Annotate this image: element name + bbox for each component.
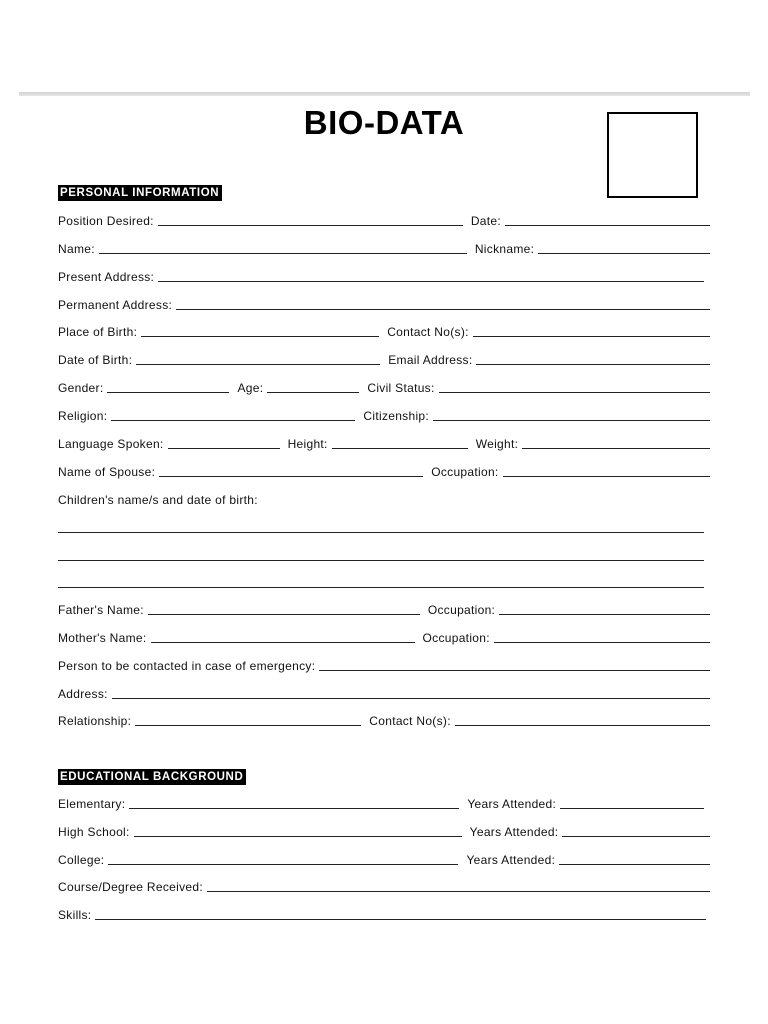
occupation-mother-label: Occupation: <box>422 631 490 645</box>
high-school-years-label: Years Attended: <box>469 825 559 839</box>
document-title: BIO-DATA <box>303 104 465 141</box>
email-address-field[interactable] <box>476 364 710 365</box>
permanent-address-field[interactable] <box>176 309 710 310</box>
mothers-name-label: Mother's Name: <box>58 631 147 645</box>
row-elementary <box>58 796 706 812</box>
college-label: College: <box>58 853 105 867</box>
language-spoken-label: Language Spoken: <box>58 437 164 451</box>
present-address-label: Present Address: <box>58 270 155 284</box>
children-line-3[interactable] <box>58 587 704 588</box>
date-of-birth-label: Date of Birth: <box>58 353 133 367</box>
course-degree-label: Course/Degree Received: <box>58 880 203 894</box>
gender-label: Gender: <box>58 381 104 395</box>
row-permanent-address <box>58 297 712 313</box>
age-field[interactable] <box>267 392 359 393</box>
place-of-birth-label: Place of Birth: <box>58 325 138 339</box>
college-years-field[interactable] <box>559 864 710 865</box>
row-birthplace-contact <box>58 324 712 340</box>
fathers-name-field[interactable] <box>148 614 420 615</box>
name-label: Name: <box>58 242 95 256</box>
row-children <box>58 492 712 508</box>
row-emergency-contact <box>58 658 712 674</box>
gender-field[interactable] <box>107 392 229 393</box>
name-field[interactable] <box>99 253 467 254</box>
fathers-name-label: Father's Name: <box>58 603 144 617</box>
name-of-spouse-label: Name of Spouse: <box>58 465 156 479</box>
contact-no-field[interactable] <box>473 336 710 337</box>
row-course-degree <box>58 879 712 895</box>
religion-field[interactable] <box>111 420 355 421</box>
elementary-years-field[interactable] <box>560 808 704 809</box>
children-line-2[interactable] <box>58 560 704 561</box>
language-spoken-field[interactable] <box>168 448 280 449</box>
occupation-father-label: Occupation: <box>427 603 496 617</box>
contact-no-label: Contact No(s): <box>387 325 469 339</box>
college-years-label: Years Attended: <box>466 853 556 867</box>
weight-label: Weight: <box>475 437 519 451</box>
section-header-education: EDUCATIONAL BACKGROUND <box>58 769 246 785</box>
relationship-field[interactable] <box>135 725 361 726</box>
photo-box[interactable] <box>607 112 698 198</box>
row-language-height-weight <box>58 436 712 452</box>
citizenship-field[interactable] <box>433 420 710 421</box>
name-of-spouse-field[interactable] <box>159 476 423 477</box>
row-religion-citizenship <box>58 408 712 424</box>
section-header-personal: PERSONAL INFORMATION <box>58 185 222 201</box>
row-present-address <box>58 269 706 285</box>
relationship-label: Relationship: <box>58 714 132 728</box>
weight-field[interactable] <box>522 448 710 449</box>
emergency-contact-label: Person to be contacted in case of emergency: <box>58 659 316 673</box>
children-label: Children's name/s and date of birth: <box>58 493 258 507</box>
civil-status-field[interactable] <box>439 392 710 393</box>
nickname-field[interactable] <box>538 253 710 254</box>
elementary-label: Elementary: <box>58 797 126 811</box>
religion-label: Religion: <box>58 409 108 423</box>
position-desired-field[interactable] <box>158 225 463 226</box>
row-skills <box>58 907 708 923</box>
date-field[interactable] <box>505 225 710 226</box>
row-address <box>58 686 712 702</box>
address-field[interactable] <box>112 698 710 699</box>
high-school-field[interactable] <box>134 836 462 837</box>
occupation-mother-field[interactable] <box>494 642 710 643</box>
emergency-contact-no-field[interactable] <box>455 725 710 726</box>
place-of-birth-field[interactable] <box>141 336 379 337</box>
row-name-nickname <box>58 241 712 257</box>
high-school-label: High School: <box>58 825 130 839</box>
emergency-contact-no-label: Contact No(s): <box>369 714 451 728</box>
row-father <box>58 602 712 618</box>
course-degree-field[interactable] <box>207 891 710 892</box>
row-mother <box>58 630 712 646</box>
occupation-spouse-label: Occupation: <box>431 465 499 479</box>
nickname-label: Nickname: <box>474 242 535 256</box>
occupation-father-field[interactable] <box>499 614 710 615</box>
civil-status-label: Civil Status: <box>367 381 435 395</box>
row-birthdate-email <box>58 352 712 368</box>
row-relationship-contact <box>58 713 712 729</box>
college-field[interactable] <box>108 864 458 865</box>
row-college <box>58 852 712 868</box>
row-high-school <box>58 824 712 840</box>
email-address-label: Email Address: <box>388 353 473 367</box>
row-position-date <box>58 213 712 229</box>
height-label: Height: <box>287 437 328 451</box>
row-spouse-occupation <box>58 464 712 480</box>
page-top-edge <box>19 92 750 96</box>
high-school-years-field[interactable] <box>562 836 710 837</box>
elementary-field[interactable] <box>129 808 459 809</box>
present-address-field[interactable] <box>158 281 704 282</box>
emergency-contact-field[interactable] <box>319 670 710 671</box>
date-label: Date: <box>470 214 501 228</box>
occupation-spouse-field[interactable] <box>503 476 710 477</box>
height-field[interactable] <box>332 448 468 449</box>
permanent-address-label: Permanent Address: <box>58 298 173 312</box>
age-label: Age: <box>237 381 264 395</box>
skills-label: Skills: <box>58 908 92 922</box>
position-desired-label: Position Desired: <box>58 214 154 228</box>
citizenship-label: Citizenship: <box>363 409 430 423</box>
date-of-birth-field[interactable] <box>136 364 380 365</box>
row-gender-age-status <box>58 380 712 396</box>
mothers-name-field[interactable] <box>151 642 415 643</box>
address-label: Address: <box>58 687 108 701</box>
children-line-1[interactable] <box>58 532 704 533</box>
elementary-years-label: Years Attended: <box>467 797 557 811</box>
skills-field[interactable] <box>95 919 706 920</box>
